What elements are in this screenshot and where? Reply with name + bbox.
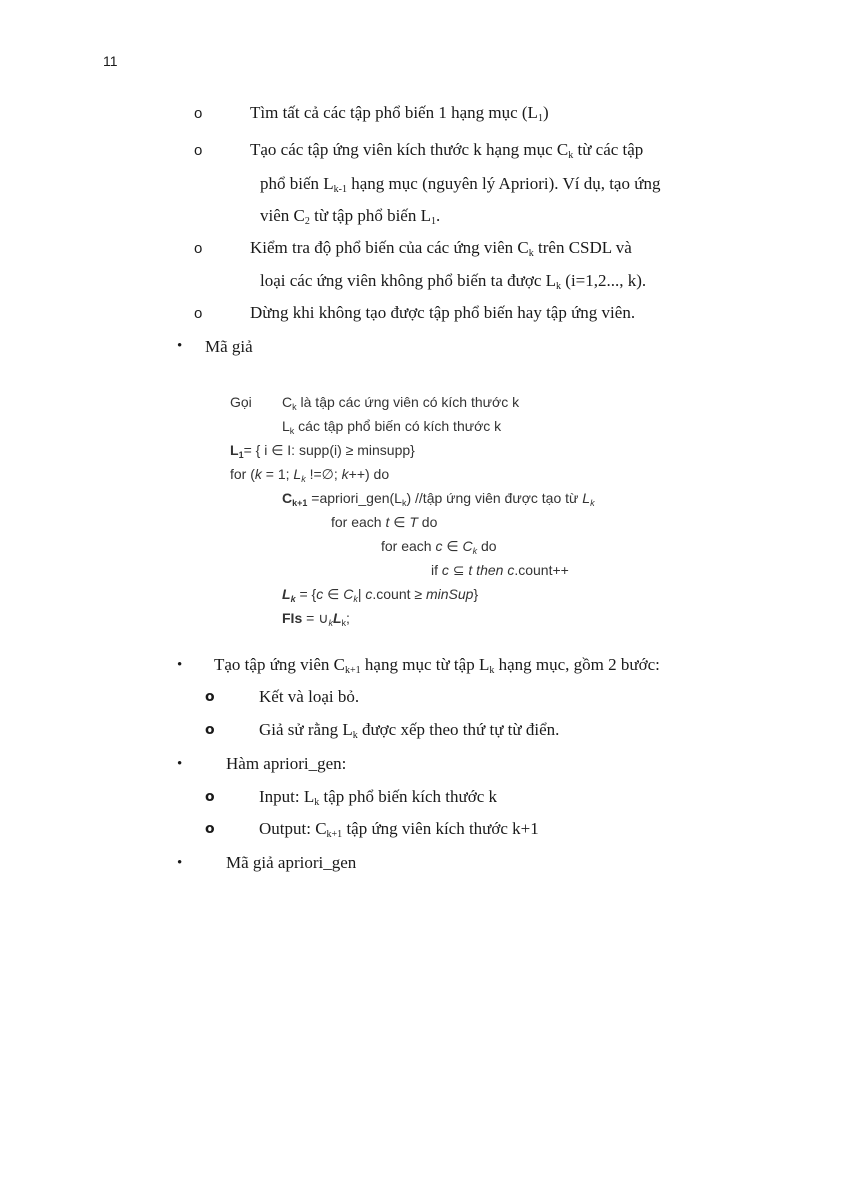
text-run: t then c [468,562,515,578]
subscript: k+1 [326,829,343,840]
text-run: ; [346,610,350,626]
text-run: c [365,586,373,602]
list-item-line [250,140,643,160]
list-marker: o [194,305,203,322]
text-run: tập phổ biến kích thước k [319,787,498,806]
pseudocode-line [282,490,595,506]
text-run: for each [381,538,436,554]
text-run: các tập phổ biến có kích thước k [294,418,502,434]
list-item-line [260,271,646,291]
text-run: . [435,206,441,225]
text-run: Tạo tập ứng viên C [214,655,346,674]
text-run: = { [295,586,317,602]
bullet-marker: • [177,338,183,354]
text-run: loại các ứng viên không phổ biến ta được L [260,271,557,290]
text-run: C [282,394,293,410]
text-run: !=∅; [305,466,342,482]
subscript: k [401,498,407,508]
pseudocode-line [431,562,569,579]
text-run: L [293,466,302,482]
text-run: hạng mục, gồm 2 bước: [494,655,660,674]
text-run: ∈ [389,514,410,530]
list-item-line [250,238,632,258]
subscript: k [289,426,295,436]
list-item-line [250,103,549,123]
text-run: Giả sử rằng L [259,720,353,739]
list-marker: o [205,821,215,837]
text-run: for ( [230,466,255,482]
text-run: viên C [260,206,305,225]
subscript: k [328,618,333,628]
subscript: k [472,546,478,556]
text-run: Dừng khi không tạo được tập phổ biến hay tập ứng viên. [250,303,636,322]
text-run: = { i ∈ I: supp(i) ≥ minsupp} [243,442,415,458]
list-item-line [250,303,635,323]
text-run: Output: C [259,819,327,838]
pseudocode-line [230,442,415,459]
list-item-line [260,206,440,226]
text-run: ) //tập ứng viên được tạo từ [406,490,583,506]
text-run: } [473,586,479,602]
list-marker: o [205,689,215,705]
pseudocode-line [282,610,350,627]
text-run: ∈ [323,586,344,602]
pseudocode-heading: Mã giả [205,337,253,356]
pseudocode-line [282,394,519,410]
text-run: hạng mục (nguyên lý Apriori). Ví dụ, tạo ứng [347,174,661,193]
text-run: từ tập phổ biến L [309,206,431,225]
pseudocode-line [331,514,437,531]
text-run: C [282,490,293,506]
pseudocode-line [282,418,501,434]
text-run: ⊆ [448,562,469,578]
text-run: C [343,586,354,602]
list-marker: o [194,240,203,257]
list-marker: o [205,722,215,738]
subscript: 1 [430,216,436,227]
subscript: k-1 [333,184,347,195]
subscript: k+1 [292,498,308,508]
text-run: Gọi [230,394,252,410]
list-item [226,754,346,774]
text-run: c [316,586,324,602]
text-run: c [441,562,449,578]
text-run: L [282,418,290,434]
text-run: là tập các ứng viên có kích thước k [296,394,520,410]
text-run: t [385,514,390,530]
text-run: ++) do [348,466,390,482]
list-item [259,687,359,707]
subscript: k [528,248,534,259]
subscript: k [290,594,296,604]
text-run: if [431,562,442,578]
text-run: được xếp theo thứ tự từ điển. [357,720,560,739]
list-marker: o [205,789,215,805]
page-number: 11 [103,53,118,69]
list-item [214,655,660,675]
text-run: C [462,538,473,554]
subscript: 1 [238,450,244,460]
subscript: k [301,474,306,484]
text-run: do [417,514,438,530]
pseudocode-line [230,394,252,410]
text-run: trên CSDL và [533,238,632,257]
text-run: FIs [282,610,303,626]
pseudocode-line [282,586,478,603]
subscript: k [314,797,320,808]
text-run: L [230,442,239,458]
text-run: L [282,586,291,602]
list-item [259,720,559,740]
list-item [226,853,356,873]
text-run: (i=1,2..., k). [561,271,647,290]
subscript: 1 [537,113,543,124]
text-run: k [254,466,262,482]
text-run: c [435,538,443,554]
subscript: k [568,150,574,161]
subscript: k [489,665,495,676]
text-run: Kiểm tra độ phổ biến của các ứng viên C [250,238,529,257]
text-run: L [582,490,591,506]
pseudocode-line [381,538,497,555]
text-run: | [357,586,366,602]
list-item-line [260,174,660,194]
text-run: =apriori_gen(L [307,490,402,506]
text-run: = 1; [261,466,294,482]
list-marker: o [194,142,203,159]
text-run: T [409,514,418,530]
text-run: ∈ [442,538,463,554]
text-run: từ các tập [573,140,644,159]
text-run: do [477,538,497,554]
subscript: 2 [304,216,310,227]
text-run: phổ biến L [260,174,334,193]
bullet-marker: • [177,657,183,673]
text-run: = ∪ [302,610,329,626]
text-run: Hàm apriori_gen: [226,754,347,773]
text-run: Tìm tất cả các tập phổ biến 1 hạng mục (L [250,103,538,122]
subscript: k [353,594,358,604]
text-run: tập ứng viên kích thước k+1 [342,819,539,838]
text-run: ) [542,103,549,122]
bullet-marker: • [177,855,183,871]
text-run: minSup [425,586,474,602]
text-run: Tạo các tập ứng viên kích thước k hạng mục C [250,140,569,159]
text-run: hạng mục từ tập L [360,655,490,674]
subscript: k [341,618,346,628]
list-item [259,819,539,839]
pseudocode-line [230,466,389,483]
text-run: L [332,610,342,626]
text-run: for each [331,514,386,530]
subscript: k [590,498,595,508]
bullet-marker: • [177,756,183,772]
text-run: .count++ [514,562,569,578]
subscript: k+1 [345,665,361,676]
list-item [259,787,497,807]
subscript: k [292,402,297,412]
text-run: k [341,466,349,482]
list-marker: o [194,105,203,122]
subscript: k [352,730,358,741]
text-run: Mã giả apriori_gen [226,853,357,872]
subscript: k [556,281,562,292]
text-run: .count ≥ [372,586,426,602]
text-run: Input: L [259,787,315,806]
text-run: Kết và loại bỏ. [259,687,360,706]
